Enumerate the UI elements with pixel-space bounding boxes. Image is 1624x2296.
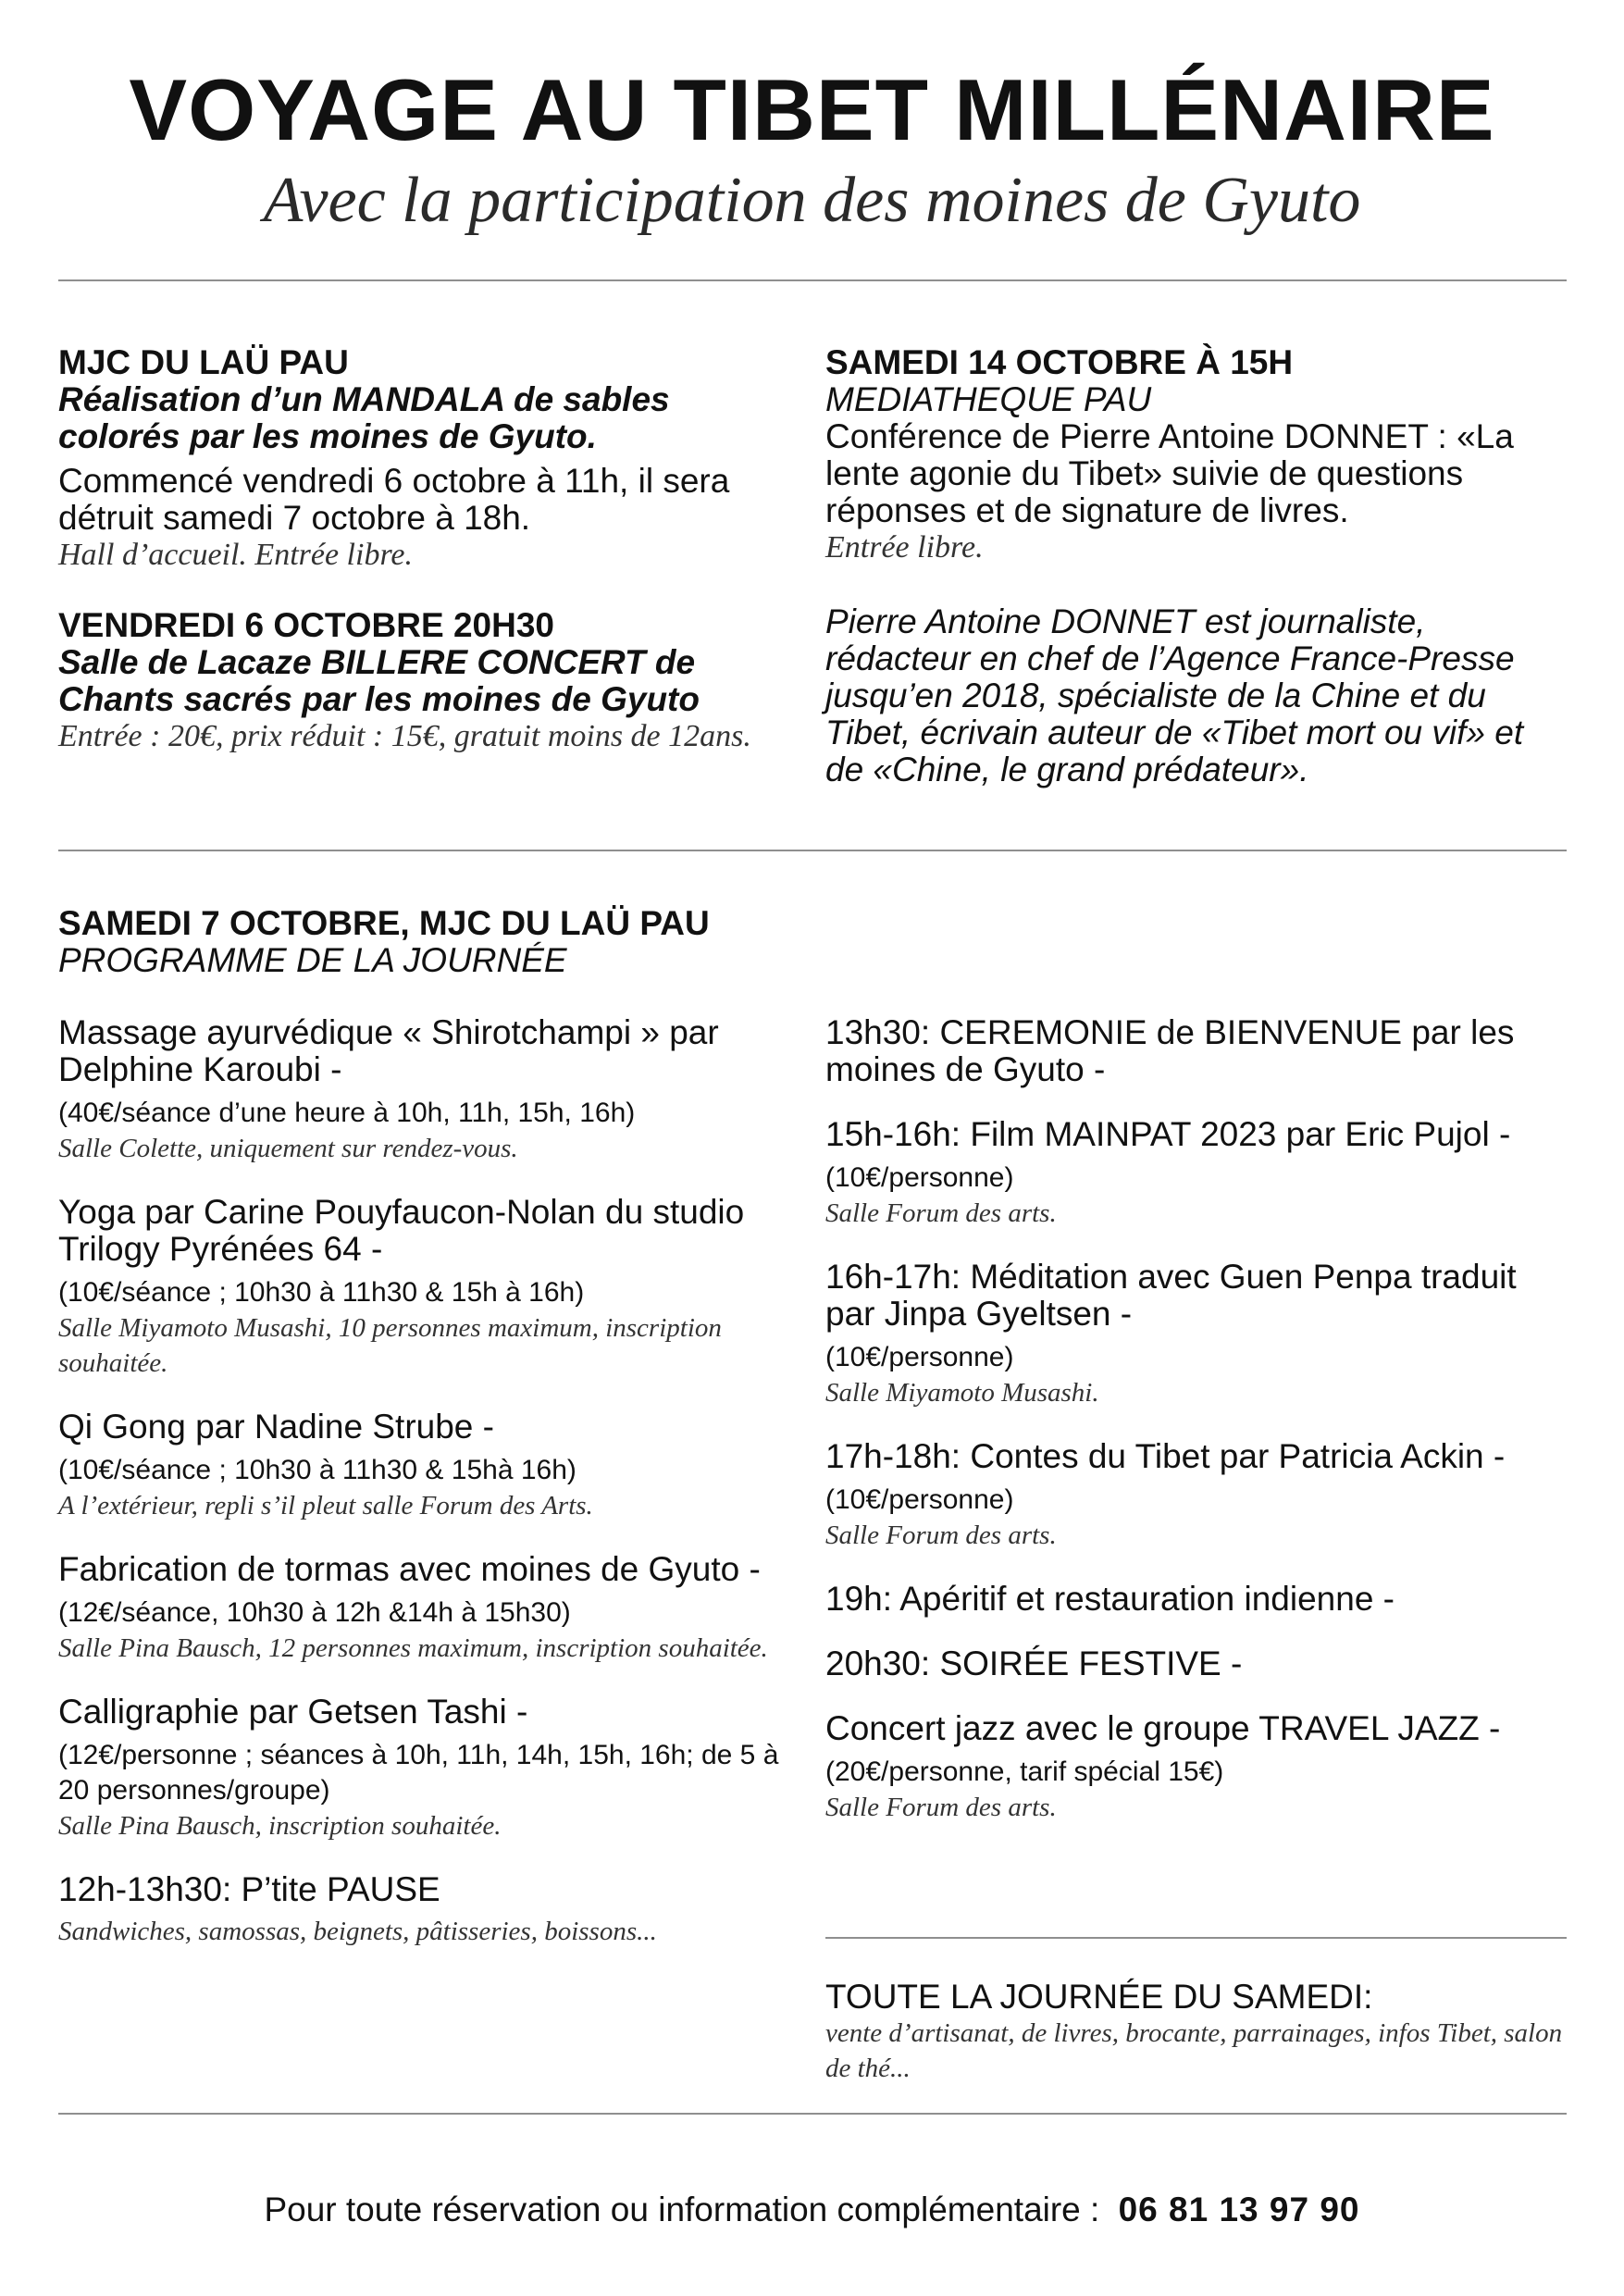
samedi14-note: Entrée libre.: [825, 530, 984, 565]
item-room: Sandwiches, samossas, beignets, pâtisseries, boissons...: [58, 1917, 657, 1946]
item-title: Calligraphie par Getsen Tashi -: [58, 1693, 528, 1731]
allday-section: [825, 1979, 1566, 2086]
phone-number: 06 81 13 97 90: [1118, 2191, 1360, 2228]
item-title: 15h-16h: Film MAINPAT 2023 par Eric Pujol -: [825, 1115, 1511, 1153]
mjc-text: Commencé vendredi 6 octobre à 11h, il sera détruit samedi 7 octobre à 18h.: [58, 462, 730, 537]
programme-right: [825, 1014, 1566, 1853]
mjc-note: Hall d’accueil. Entrée libre.: [58, 538, 414, 572]
program-item: [825, 1645, 1566, 1682]
samedi14-place: MEDIATHEQUE PAU: [825, 380, 1152, 418]
allday-title: TOUTE LA JOURNÉE DU SAMEDI:: [825, 1978, 1373, 2016]
item-room: Salle Forum des arts.: [825, 1520, 1057, 1550]
item-room: A l’extérieur, repli s’il pleut salle Forum des Arts.: [58, 1491, 593, 1520]
item-title: Concert jazz avec le groupe TRAVEL JAZZ -: [825, 1709, 1501, 1747]
divider: [58, 850, 1567, 851]
divider: [825, 1937, 1567, 1939]
samedi14-section: [825, 344, 1566, 788]
divider: [58, 279, 1567, 281]
item-title: 20h30: SOIRÉE FESTIVE -: [825, 1644, 1243, 1682]
item-room: Salle Forum des arts.: [825, 1198, 1057, 1228]
item-title: 16h-17h: Méditation avec Guen Penpa traduit par Jinpa Gyeltsen -: [825, 1258, 1517, 1333]
programme-heading: [58, 905, 799, 979]
item-title: 19h: Apéritif et restauration indienne -: [825, 1580, 1395, 1618]
program-item: [825, 1259, 1566, 1410]
programme-subtitle: PROGRAMME DE LA JOURNÉE: [58, 941, 567, 979]
item-room: Salle Forum des arts.: [825, 1793, 1057, 1822]
footer-text: Pour toute réservation ou information complémentaire :: [264, 2191, 1100, 2228]
item-price: (10€/personne): [825, 1342, 1014, 1372]
programme-title: SAMEDI 7 OCTOBRE, MJC DU LAÜ PAU: [58, 904, 710, 942]
item-price: (10€/personne): [825, 1162, 1014, 1193]
page-subtitle: Avec la participation des moines de Gyuto: [263, 165, 1361, 236]
item-room: Salle Pina Bausch, 12 personnes maximum, inscription souhaitée.: [58, 1633, 768, 1663]
item-price: (40€/séance d’une heure à 10h, 11h, 15h, 16h): [58, 1098, 636, 1128]
program-item: [825, 1710, 1566, 1825]
programme-left: [58, 1014, 799, 1977]
item-title: 13h30: CEREMONIE de BIENVENUE par les moines de Gyuto -: [825, 1013, 1515, 1088]
item-price: (10€/séance ; 10h30 à 11h30 & 15h à 16h): [58, 1277, 585, 1308]
vendredi-title: VENDREDI 6 OCTOBRE 20H30: [58, 606, 554, 644]
item-title: 12h-13h30: P’tite PAUSE: [58, 1870, 440, 1908]
program-item: [58, 1694, 799, 1843]
vendredi-note: Entrée : 20€, prix réduit : 15€, gratuit moins de 12ans.: [58, 719, 751, 753]
item-price: (10€/personne): [825, 1484, 1014, 1515]
program-item: [58, 1551, 799, 1666]
vendredi-section: [58, 607, 799, 755]
footer: [0, 2190, 1624, 2230]
divider: [58, 2113, 1567, 2115]
item-price: (20€/personne, tarif spécial 15€): [825, 1756, 1224, 1787]
item-title: Massage ayurvédique « Shirotchampi » par Delphine Karoubi -: [58, 1013, 719, 1088]
item-price: (12€/personne ; séances à 10h, 11h, 14h, 15h, 16h; de 5 à 20 personnes/groupe): [58, 1740, 779, 1806]
samedi14-text: Conférence de Pierre Antoine DONNET : «La lente agonie du Tibet» suivie de questions réponses et de signature de livres.: [825, 417, 1514, 529]
page-title: VOYAGE AU TIBET MILLÉNAIRE: [129, 61, 1495, 158]
allday-text: vente d’artisanat, de livres, brocante, parrainages, infos Tibet, salon de thé...: [825, 2018, 1563, 2083]
item-title: Yoga par Carine Pouyfaucon-Nolan du studio Trilogy Pyrénées 64 -: [58, 1193, 745, 1268]
program-item: [58, 1409, 799, 1523]
item-room: Salle Miyamoto Musashi.: [825, 1378, 1099, 1408]
item-title: 17h-18h: Contes du Tibet par Patricia Ackin -: [825, 1437, 1506, 1475]
program-item: [825, 1581, 1566, 1618]
mjc-title: MJC DU LAÜ PAU: [58, 343, 349, 381]
item-price: (10€/séance ; 10h30 à 11h30 & 15hà 16h): [58, 1455, 576, 1485]
samedi14-title: SAMEDI 14 OCTOBRE À 15H: [825, 343, 1294, 381]
mjc-section: [58, 344, 799, 574]
program-item: [58, 1194, 799, 1381]
program-item: [825, 1014, 1566, 1088]
item-title: Fabrication de tormas avec moines de Gyuto -: [58, 1550, 761, 1588]
program-item: [825, 1116, 1566, 1231]
program-item: [58, 1014, 799, 1166]
mjc-desc: Réalisation d’un MANDALA de sables colorés par les moines de Gyuto.: [58, 380, 670, 455]
vendredi-desc: Salle de Lacaze BILLERE CONCERT de Chants sacrés par les moines de Gyuto: [58, 643, 700, 718]
program-item: [825, 1438, 1566, 1553]
item-room: Salle Colette, uniquement sur rendez-vous.: [58, 1134, 518, 1163]
item-room: Salle Pina Bausch, inscription souhaitée.: [58, 1811, 502, 1841]
item-price: (12€/séance, 10h30 à 12h &14h à 15h30): [58, 1597, 571, 1628]
item-room: Salle Miyamoto Musashi, 10 personnes maximum, inscription souhaitée.: [58, 1313, 722, 1378]
samedi14-bio: Pierre Antoine DONNET est journaliste, rédacteur en chef de l’Agence France-Presse jusqu’en 2018, spécialiste de la Chine et du Tibet, écrivain auteur de «Tibet mort ou vif» et de «Chine, le grand prédateur».: [825, 602, 1524, 788]
program-item: [58, 1871, 799, 1949]
item-title: Qi Gong par Nadine Strube -: [58, 1408, 494, 1446]
